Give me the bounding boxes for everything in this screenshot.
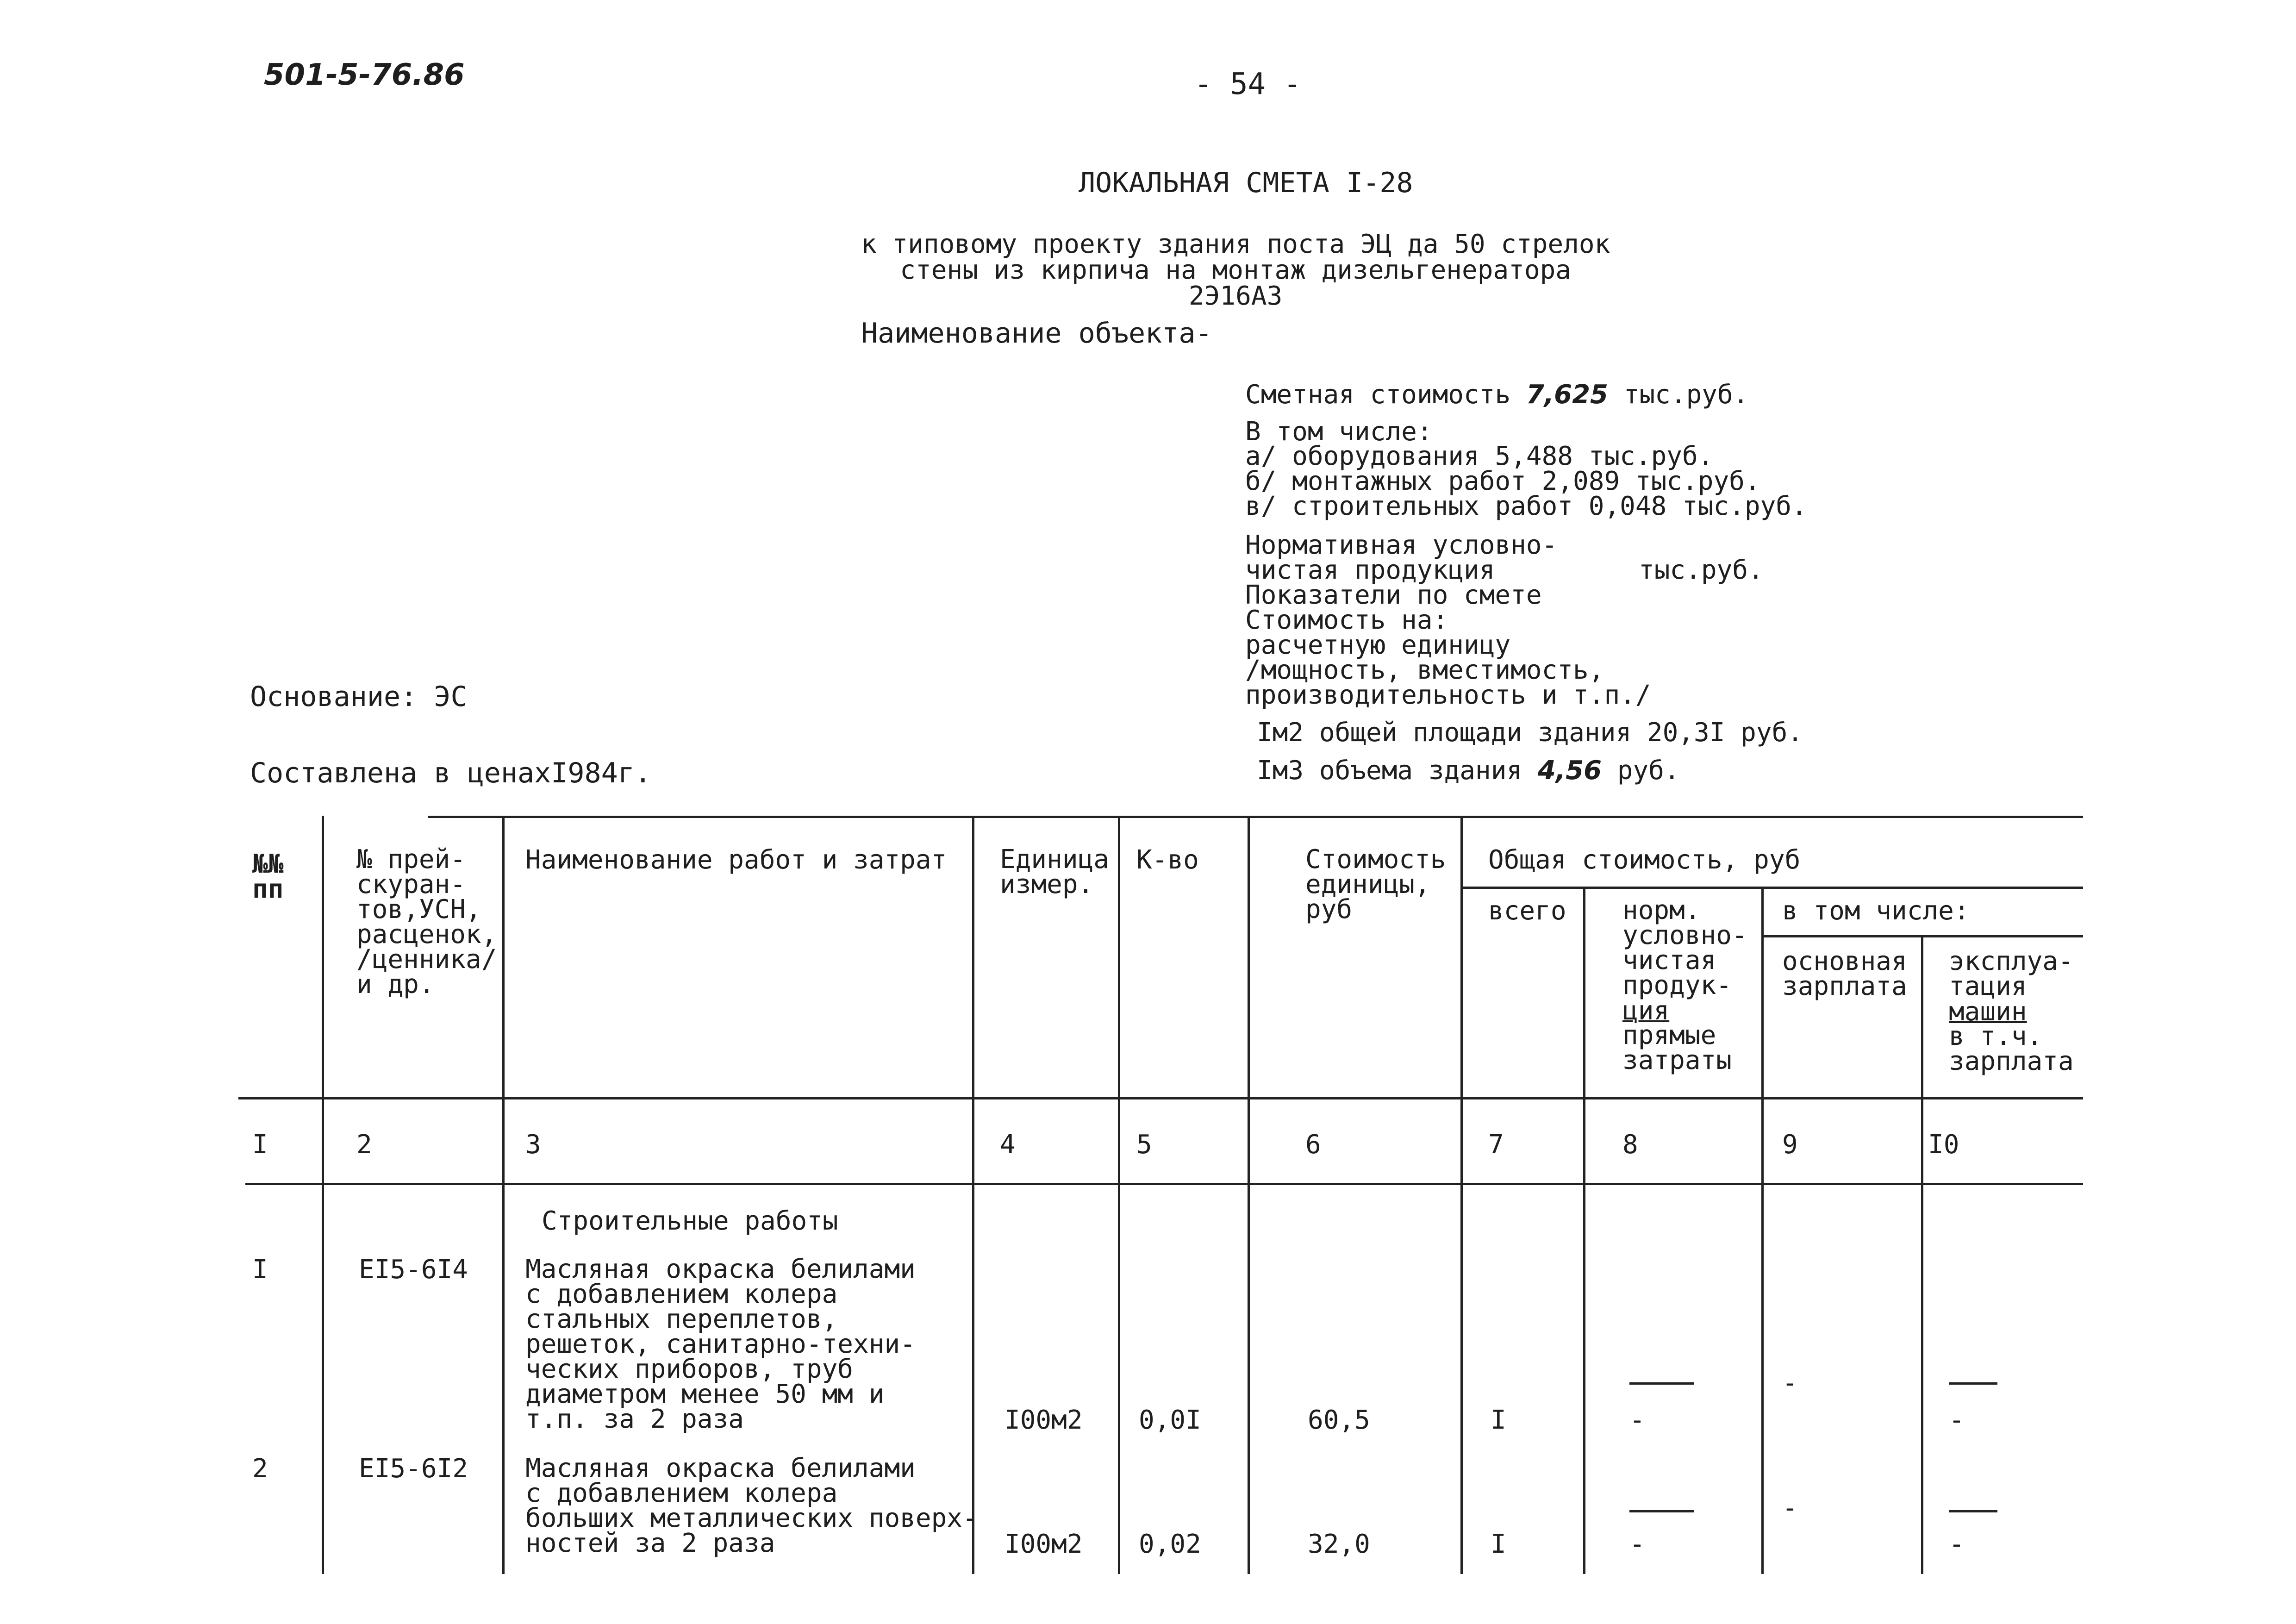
normative-line-3: Показатели по смете xyxy=(1245,580,1542,610)
volume-indicator xyxy=(1257,758,1680,784)
col-divider-1 xyxy=(322,816,324,1574)
estimated-cost-unit: тыс.руб. xyxy=(1623,380,1749,410)
col-divider-9 xyxy=(1921,935,1923,1574)
volume-unit: руб. xyxy=(1617,756,1680,786)
header-machine-operation: эксплуа- тация xyxy=(1949,946,2074,1001)
construction-cost: в/ строительных работ 0,048 тыс.руб. xyxy=(1245,491,1807,521)
row-1-unit-price: 60,5 xyxy=(1308,1405,1370,1435)
numbers-bottom-rule xyxy=(245,1183,2083,1185)
row-1-quantity: 0,0I xyxy=(1139,1405,1201,1435)
prices-label: Составлена в ценахI984г. xyxy=(250,757,651,789)
header-direct-costs: прямые затраты xyxy=(1622,1020,1732,1075)
normative-line-6: /мощность, вместимость, xyxy=(1245,655,1604,685)
row-1-col9: - xyxy=(1782,1368,1798,1398)
area-indicator: Iм2 общей площади здания 20,3I руб. xyxy=(1257,718,1803,748)
row-2-col8: - xyxy=(1629,1529,1645,1559)
total-group-rule xyxy=(1463,887,2083,889)
row-1-col10: - xyxy=(1949,1405,1965,1435)
header-unit-price: Стоимость единицы, руб xyxy=(1305,844,1446,924)
col-divider-8 xyxy=(1761,887,1764,1574)
column-number-7: 7 xyxy=(1488,1130,1504,1160)
row-1-work-name: Масляная окраска белилами с добавлением колера стальных переплетов, решеток, санитарно-техни- ческих приборов, труб диаметром менее 50 мм и т.п. за 2 раза xyxy=(525,1254,916,1434)
estimated-cost-value: 7,625 xyxy=(1526,380,1609,410)
row-1-col8: - xyxy=(1629,1405,1645,1435)
equipment-cost: а/ оборудования 5,488 тыс.руб. xyxy=(1245,441,1714,471)
col-divider-2 xyxy=(502,816,505,1574)
row-2-work-name: Масляная окраска белилами с добавлением колера больших металлических поверх- ностей за 2 раза xyxy=(525,1453,978,1558)
header-base-salary: основная зарплата xyxy=(1782,946,1907,1001)
header-work-name: Наименование работ и затрат xyxy=(525,845,947,875)
row-2-col8-rule xyxy=(1629,1510,1694,1512)
header-machines: машин xyxy=(1949,997,2027,1027)
row-2-number: 2 xyxy=(252,1454,268,1484)
document-code: 501-5-76.86 xyxy=(264,58,465,92)
row-1-code: ЕI5-6I4 xyxy=(359,1255,468,1285)
estimated-cost-line xyxy=(1245,382,1748,408)
header-normative-product: норм. условно- чистая продук- xyxy=(1622,895,1747,1000)
header-including-group: в том числе: xyxy=(1782,896,1970,926)
row-2-unit: I00м2 xyxy=(1004,1529,1083,1559)
page-number: - 54 - xyxy=(1194,67,1302,101)
row-1-total: I xyxy=(1491,1405,1506,1435)
normative-line-5: расчетную единицу xyxy=(1245,630,1511,660)
column-number-6: 6 xyxy=(1305,1130,1321,1160)
volume-label: Iм3 объема здания xyxy=(1257,756,1522,786)
incl-group-rule xyxy=(1764,935,2083,937)
column-number-3: 3 xyxy=(525,1130,541,1160)
installation-cost: б/ монтажных работ 2,089 тыс.руб. xyxy=(1245,466,1760,496)
header-price-list-code: № прей- скуран- тов,УСН, расценок, /ценника/ и др. xyxy=(356,844,497,999)
normative-line-2: чистая продукция xyxy=(1245,555,1495,585)
row-2-col10-rule xyxy=(1949,1510,1997,1512)
row-1-col8-rule xyxy=(1629,1382,1694,1385)
column-number-8: 8 xyxy=(1622,1130,1638,1160)
header-quantity: К-во xyxy=(1136,845,1199,875)
section-heading: Строительные работы xyxy=(542,1206,838,1236)
normative-line-4: Стоимость на: xyxy=(1245,605,1448,635)
document-title: ЛОКАЛЬНАЯ СМЕТА I-28 xyxy=(1079,167,1413,199)
column-number-5: 5 xyxy=(1136,1130,1152,1160)
document-subtitle: к типовому проекту здания поста ЭЦ да 50 стрелок стены из кирпича на монтаж дизельгенератора 2Э16А3 xyxy=(861,229,1610,311)
header-unit: Единица измер. xyxy=(1000,844,1110,899)
table-top-rule xyxy=(428,816,2083,818)
header-row-number: №№ пп xyxy=(252,849,284,904)
row-2-unit-price: 32,0 xyxy=(1308,1529,1370,1559)
row-2-col10: - xyxy=(1949,1529,1965,1559)
row-2-col9: - xyxy=(1782,1493,1798,1523)
normative-line-1: Нормативная условно- xyxy=(1245,530,1558,560)
header-total-cost-group: Общая стоимость, руб xyxy=(1488,845,1801,875)
row-2-total: I xyxy=(1491,1529,1506,1559)
row-2-quantity: 0,02 xyxy=(1139,1529,1201,1559)
col-divider-7 xyxy=(1583,887,1585,1574)
col-divider-6 xyxy=(1460,816,1463,1574)
column-number-10: I0 xyxy=(1928,1130,1959,1160)
normative-line-7: производительность и т.п./ xyxy=(1245,680,1651,710)
column-number-4: 4 xyxy=(1000,1130,1016,1160)
header-total: всего xyxy=(1488,896,1566,926)
row-1-number: I xyxy=(252,1255,268,1285)
column-number-9: 9 xyxy=(1782,1130,1798,1160)
column-number-2: 2 xyxy=(356,1130,372,1160)
column-number-1: I xyxy=(252,1130,268,1160)
normative-unit: тыс.руб. xyxy=(1639,555,1764,585)
row-1-col10-rule xyxy=(1949,1382,1997,1385)
header-incl-salary: в т.ч. зарплата xyxy=(1949,1021,2074,1076)
col-divider-5 xyxy=(1248,816,1250,1574)
basis-label: Основание: ЭС xyxy=(250,681,468,713)
estimated-cost-label: Сметная стоимость xyxy=(1245,380,1511,410)
header-bottom-rule xyxy=(238,1097,2083,1099)
row-2-code: ЕI5-6I2 xyxy=(359,1454,468,1484)
object-name-label: Наименование объекта- xyxy=(861,317,1212,350)
volume-value: 4,56 xyxy=(1537,756,1602,786)
col-divider-4 xyxy=(1118,816,1120,1574)
header-normative-product-tail: ция xyxy=(1622,996,1670,1026)
row-1-unit: I00м2 xyxy=(1004,1405,1083,1435)
including-label: В том числе: xyxy=(1245,417,1433,447)
